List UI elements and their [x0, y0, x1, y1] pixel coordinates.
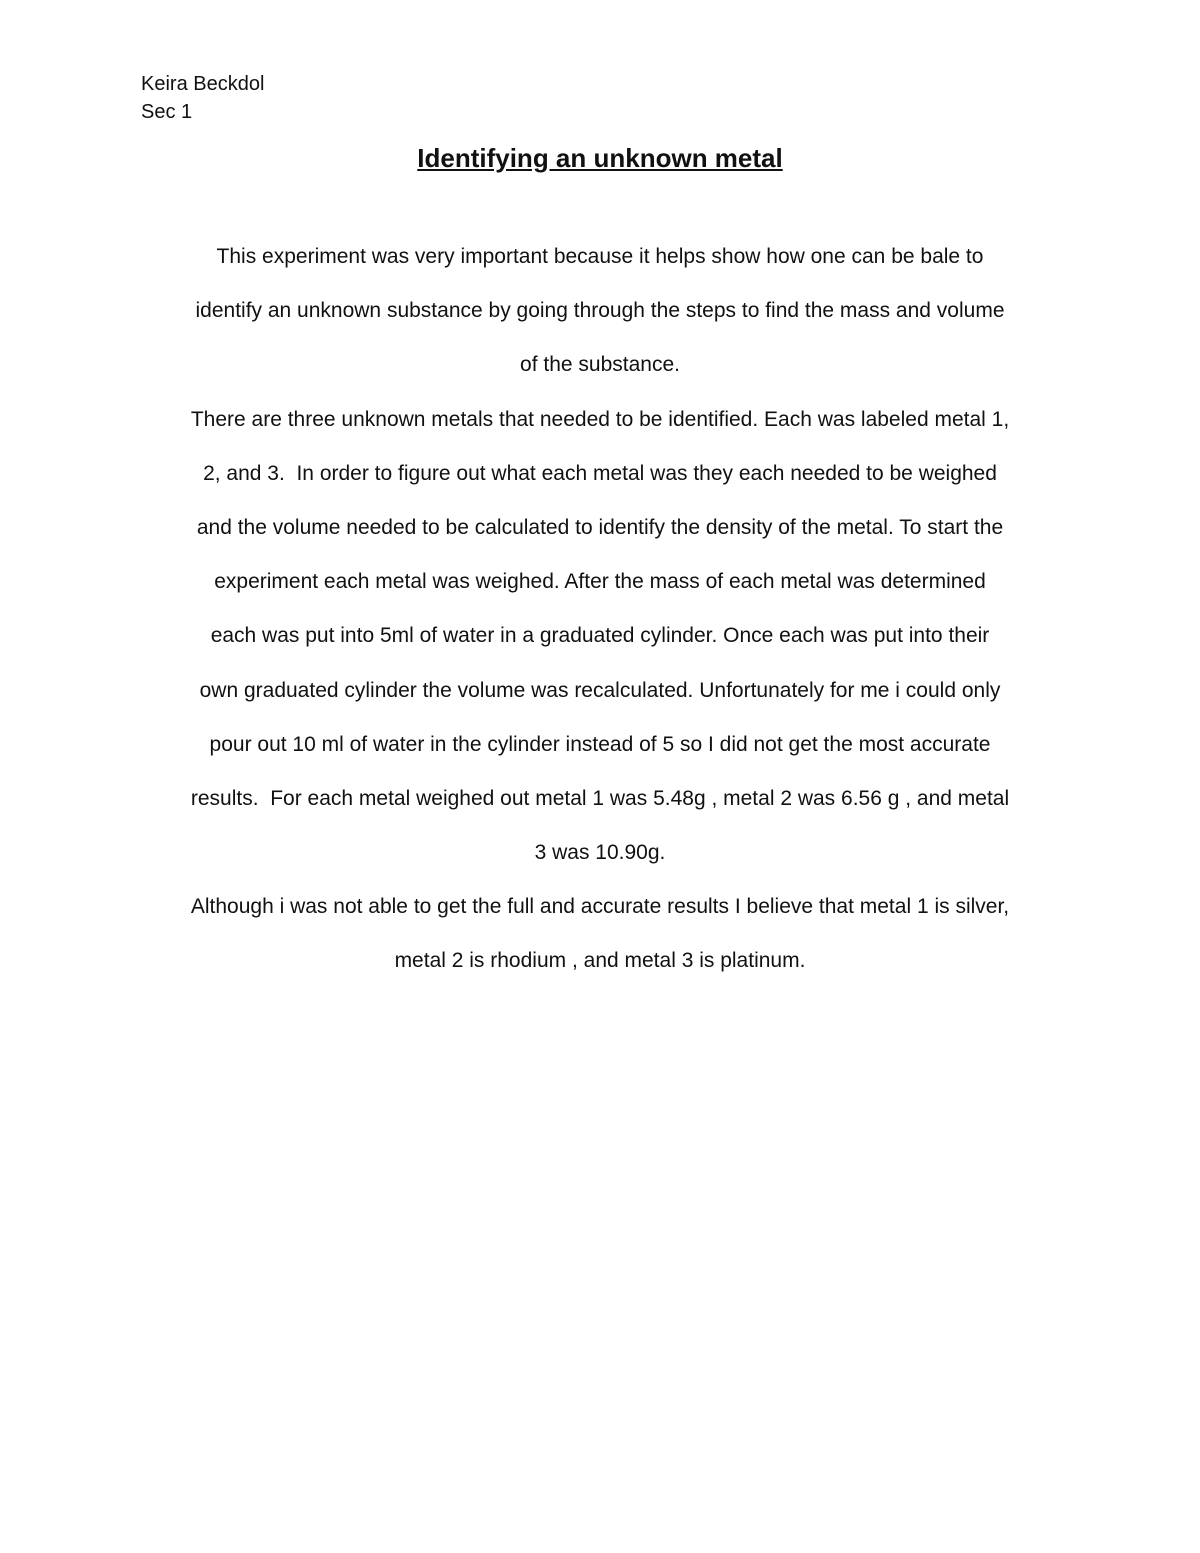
- section-label: Sec 1: [141, 101, 193, 123]
- paragraph-2: [120, 393, 1080, 881]
- body-line: results. For each metal weighed out metal 1 was 5.48g , metal 2 was 6.56 g , and metal: [190, 786, 1010, 810]
- body-line: each was put into 5ml of water in a graduated cylinder. Once each was put into their: [210, 624, 990, 648]
- body-line: 2, and 3. In order to figure out what each metal was they each needed to be weighed: [203, 461, 997, 485]
- body-line: This experiment was very important because it helps show how one can be bale to: [216, 245, 984, 268]
- document-body: [120, 230, 1080, 989]
- paragraph-3: [120, 880, 1080, 988]
- body-line: of the substance.: [520, 353, 680, 377]
- body-line: pour out 10 ml of water in the cylinder instead of 5 so I did not get the most accurate: [209, 732, 991, 756]
- body-line: 3 was 10.90g.: [534, 841, 666, 865]
- paragraph-1: [120, 230, 1080, 393]
- body-line: own graduated cylinder the volume was recalculated. Unfortunately for me i could only: [199, 678, 1001, 702]
- document-title: Identifying an unknown metal: [417, 143, 783, 173]
- body-line: identify an unknown substance by going through the steps to find the mass and volume: [195, 299, 1005, 323]
- body-line: Although i was not able to get the full and accurate results I believe that metal 1 is silver,: [190, 895, 1010, 919]
- body-line: experiment each metal was weighed. After the mass of each metal was determined: [214, 570, 986, 594]
- body-line: and the volume needed to be calculated to identify the density of the metal. To start the: [196, 515, 1004, 539]
- body-line: There are three unknown metals that needed to be identified. Each was labeled metal 1,: [190, 407, 1010, 431]
- author-name: Keira Beckdol: [141, 73, 265, 95]
- body-line: metal 2 is rhodium , and metal 3 is platinum.: [394, 949, 806, 973]
- document-header: [141, 70, 264, 126]
